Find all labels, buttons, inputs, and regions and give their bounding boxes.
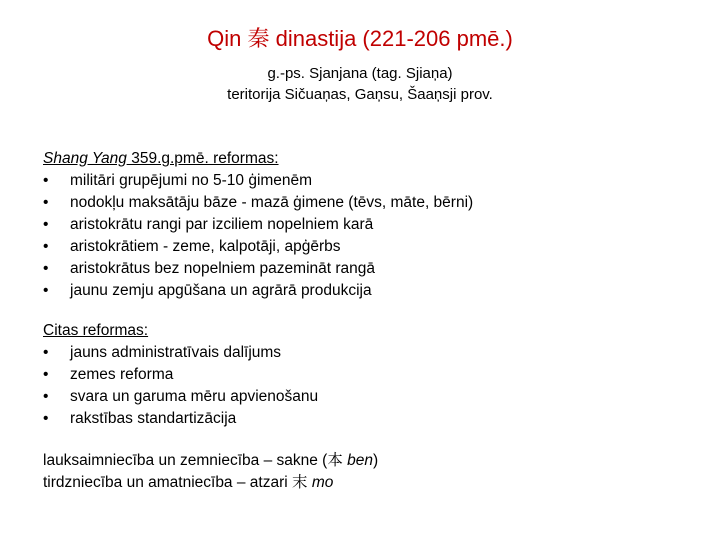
list-item	[43, 280, 473, 302]
list-item-text: rakstības standartizācija	[70, 410, 237, 427]
bullet: •	[43, 260, 49, 277]
bullet: •	[43, 344, 49, 361]
closing-line-2	[43, 472, 378, 494]
list-item	[43, 236, 473, 258]
list-item	[43, 408, 318, 430]
bullet: •	[43, 238, 49, 255]
closing-line-2-text: tirdzniecība un amatniecība – atzari 末	[43, 474, 312, 491]
list-item	[43, 192, 473, 214]
list-item-text: aristokrātiem - zeme, kalpotāji, apģērbs	[70, 238, 341, 255]
list-item-text: nodokļu maksātāju bāze - mazā ģimene (tēvs, māte, bērni)	[70, 194, 474, 211]
list-item	[43, 170, 473, 192]
bullet: •	[43, 388, 49, 405]
list-item-text: svara un garuma mēru apvienošanu	[70, 388, 319, 405]
closing-line-1-text: lauksaimniecība un zemniecība – sakne (本	[43, 452, 348, 469]
list-item-text: militāri grupējumi no 5-10 ģimenēm	[70, 172, 313, 189]
list-item-text: jauns administratīvais dalījums	[70, 344, 282, 361]
shang-yang-heading-rest: 359.g.pmē. reformas:	[126, 150, 279, 167]
bullet: •	[43, 172, 49, 189]
shang-yang-reforms	[43, 148, 473, 302]
shang-yang-name: Shang Yang	[43, 150, 127, 167]
list-item-text: zemes reforma	[70, 366, 174, 383]
shang-yang-list	[43, 170, 473, 302]
subtitle-line-2: teritorija Sičuaņas, Gaņsu, Šaaņsji prov.	[227, 86, 493, 103]
subtitle-line-1: g.-ps. Sjanjana (tag. Sjiaņa)	[267, 65, 453, 82]
bullet: •	[43, 366, 49, 383]
closing-line-1	[43, 450, 378, 472]
list-item-text: aristokrātu rangi par izciliem nopelniem karā	[70, 216, 374, 233]
list-item-text: jaunu zemju apgūšana un agrārā produkcija	[70, 282, 372, 299]
bullet: •	[43, 410, 49, 427]
bullet: •	[43, 216, 49, 233]
term-ben: ben	[347, 452, 374, 469]
bullet: •	[43, 282, 49, 299]
list-item	[43, 258, 473, 280]
list-item	[43, 386, 318, 408]
bullet: •	[43, 194, 49, 211]
closing-lines	[43, 450, 378, 494]
list-item	[43, 342, 318, 364]
shang-yang-heading	[43, 148, 473, 170]
list-item	[43, 364, 318, 386]
term-mo: mo	[311, 474, 334, 491]
page-title: Qin 秦 dinastija (221-206 pmē.)	[207, 26, 513, 51]
other-reforms	[43, 320, 318, 430]
other-reforms-list	[43, 342, 318, 430]
other-reforms-heading: Citas reformas:	[43, 322, 149, 339]
list-item-text: aristokrātus bez nopelniem pazemināt rangā	[70, 260, 376, 277]
closing-line-1-end: )	[373, 452, 379, 469]
list-item	[43, 214, 473, 236]
